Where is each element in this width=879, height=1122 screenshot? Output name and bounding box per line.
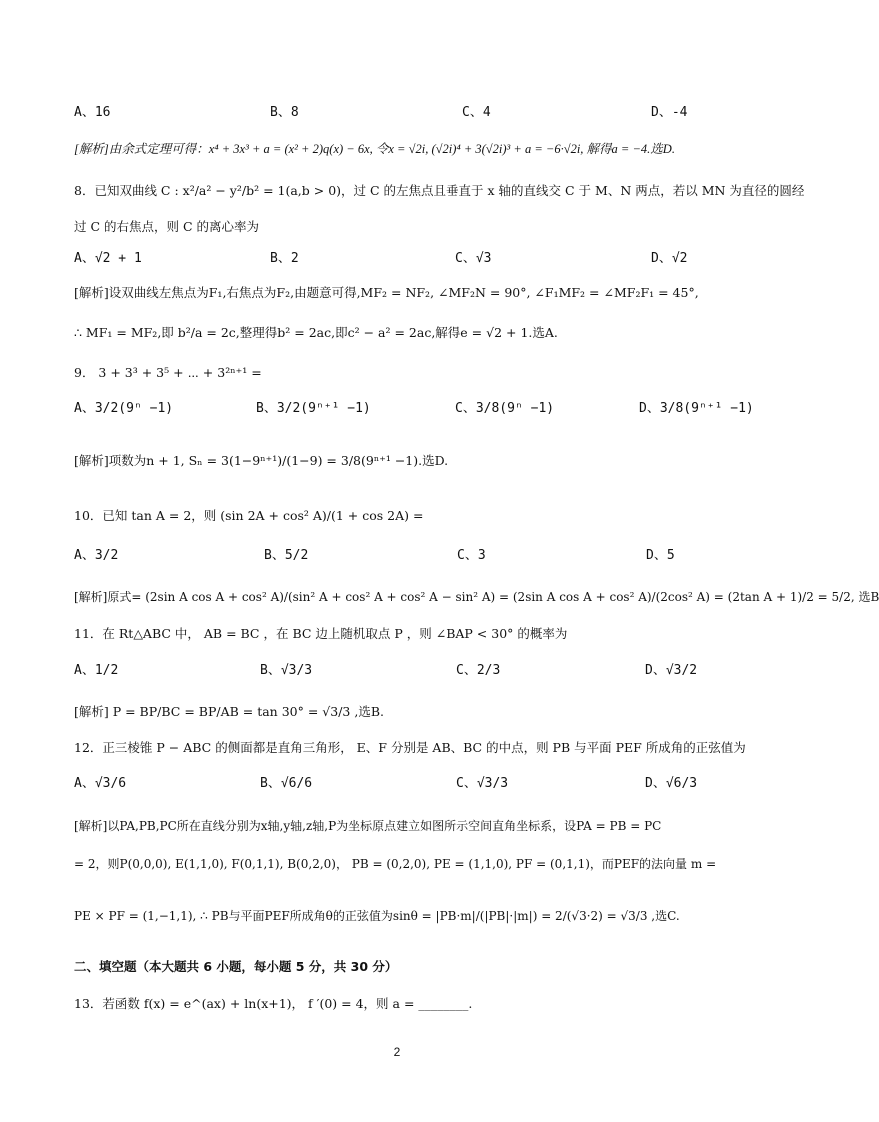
q12-solution-line2: = 2，则P(0,0,0), E(1,1,0), F(0,1,1), B(0,2,0)， PB = (0,2,0), PE = (1,1,0), PF = (0,1,1)，而PEF的法向量 m =: [74, 857, 717, 871]
q12-option-a: A、√3/6: [74, 776, 127, 791]
q11-stem: 11．在 Rt△ABC 中， AB = BC ，在 BC 边上随机取点 P ，则 ∠BAP < 30° 的概率为: [74, 626, 568, 641]
q10-option-b: B、5/2: [264, 548, 309, 563]
q12-option-b: B、√6/6: [260, 776, 313, 791]
q8-solution-line2: ∴ MF₁ = MF₂,即 b²/a = 2c,整理得b² = 2ac,即c² − a² = 2ac,解得e = √2 + 1.选A.: [74, 325, 558, 340]
q9-option-d: D、3/8(9ⁿ⁺¹ −1): [639, 401, 754, 416]
q7-solution: [解析]由余式定理可得：x⁴ + 3x³ + a = (x² + 2)q(x) − 6x, 令x = √2i, (√2i)⁴ + 3(√2i)³ + a = −6·√2i, 解得a = −4.选D.: [74, 142, 675, 156]
q7-option-a: A、16: [74, 105, 111, 120]
q12-option-d: D、√6/3: [645, 776, 698, 791]
q11-option-d: D、√3/2: [645, 663, 698, 678]
page-number: 2: [393, 1045, 401, 1059]
q8-stem-line2: 过 C 的右焦点，则 C 的离心率为: [74, 219, 260, 234]
q9-option-a: A、3/2(9ⁿ −1): [74, 401, 174, 416]
q9-option-c: C、3/8(9ⁿ −1): [455, 401, 555, 416]
q12-solution-line3: PE × PF = (1,−1,1), ∴ PB与平面PEF所成角θ的正弦值为sinθ = |PB·m|/(|PB|·|m|) = 2/(√3·2) = √3/3 ,选C.: [74, 909, 680, 923]
q12-solution-line1: [解析]以PA,PB,PC所在直线分别为x轴,y轴,z轴,P为坐标原点建立如图所示空间直角坐标系，设PA = PB = PC: [74, 819, 662, 833]
q11-solution: [解析] P = BP/BC = BP/AB = tan 30° = √3/3 ,选B.: [74, 704, 384, 719]
q8-stem-line1: 8．已知双曲线 C : x²/a² − y²/b² = 1(a,b > 0)，过 C 的左焦点且垂直于 x 轴的直线交 C 于 M、N 两点，若以 MN 为直径的圆经: [74, 183, 805, 198]
q8-option-b: B、2: [270, 251, 299, 266]
q11-option-c: C、2/3: [456, 663, 501, 678]
q9-solution: [解析]项数为n + 1, Sₙ = 3(1−9ⁿ⁺¹)/(1−9) = 3/8(9ⁿ⁺¹ −1).选D.: [74, 453, 449, 468]
q8-option-d: D、√2: [651, 251, 688, 266]
q10-option-d: D、5: [646, 548, 675, 563]
section-title-fill-in: 二、填空题（本大题共 6 小题，每小题 5 分，共 30 分）: [74, 959, 398, 974]
q8-solution-line1: [解析]设双曲线左焦点为F₁,右焦点为F₂,由题意可得,MF₂ = NF₂, ∠MF₂N = 90°, ∠F₁MF₂ = ∠MF₂F₁ = 45°,: [74, 285, 699, 300]
q8-option-a: A、√2 + 1: [74, 251, 142, 266]
q12-option-c: C、√3/3: [456, 776, 509, 791]
q11-option-b: B、√3/3: [260, 663, 313, 678]
q13-stem: 13．若函数 f(x) = e^(ax) + ln(x+1)， f ′(0) = 4，则 a = ________.: [74, 996, 473, 1011]
q10-option-c: C、3: [457, 548, 486, 563]
q7-option-c: C、4: [462, 105, 491, 120]
q12-stem: 12．正三棱锥 P − ABC 的侧面都是直角三角形， E、F 分别是 AB、BC 的中点，则 PB 与平面 PEF 所成角的正弦值为: [74, 740, 746, 755]
q11-option-a: A、1/2: [74, 663, 119, 678]
q7-option-d: D、-4: [651, 105, 688, 120]
q9-option-b: B、3/2(9ⁿ⁺¹ −1): [256, 401, 371, 416]
q8-option-c: C、√3: [455, 251, 492, 266]
q10-solution: [解析]原式= (2sin A cos A + cos² A)/(sin² A + cos² A + cos² A − sin² A) = (2sin A cos A + cos² A)/(2cos² A) = (2tan A + 1)/2 = 5/2, 选B: [74, 590, 879, 604]
q9-stem: 9． 3 + 3³ + 3⁵ + ⋯ + 3²ⁿ⁺¹ =: [74, 365, 262, 380]
q10-stem: 10．已知 tan A = 2，则 (sin 2A + cos² A)/(1 + cos 2A) =: [74, 508, 424, 523]
q10-option-a: A、3/2: [74, 548, 119, 563]
q7-option-b: B、8: [270, 105, 299, 120]
